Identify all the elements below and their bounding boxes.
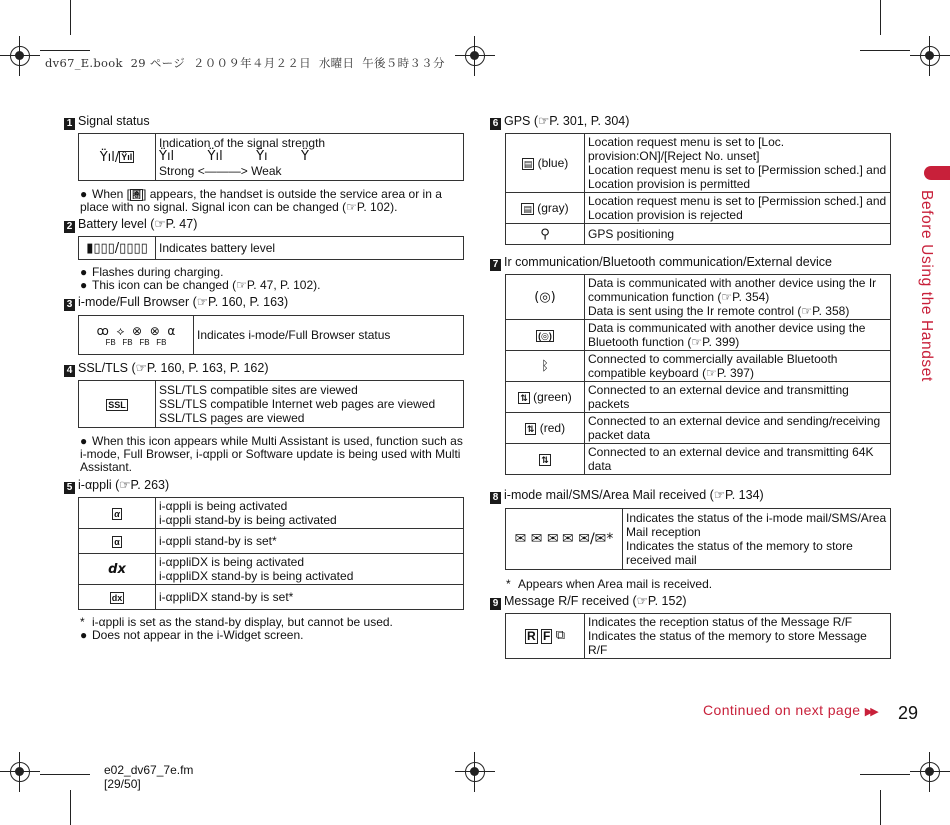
battery-table	[78, 236, 464, 260]
weak-label: Weak	[251, 164, 282, 178]
signal-table	[78, 133, 464, 181]
trim-line	[40, 774, 90, 775]
file-info	[104, 763, 193, 791]
appli-row-3: i-αppliDX is being activated i-αppliDX stand-by is being activated	[156, 554, 464, 585]
chapter-label: Before Using the Handset	[918, 190, 935, 382]
message-rf-desc: Indicates the reception status of the Message R/F Indicates the status of the memory to store Message R/F	[585, 614, 891, 659]
section-title-signal: 1 Signal status	[64, 114, 150, 130]
appli-row-2: i-αppli stand-by is set*	[156, 529, 464, 554]
crop-mark-bottom-center	[461, 758, 489, 786]
battery-note-2: ● This icon can be changed (☞P. 47, P. 102).	[80, 278, 321, 292]
section-title-battery: 2 Battery level (☞P. 47)	[64, 217, 197, 233]
crop-mark-top-right	[916, 42, 944, 70]
battery-note-1: ● Flashes during charging.	[80, 265, 224, 279]
ssl-desc: SSL/TLS compatible sites are viewed SSL/TLS compatible Internet web pages are viewed SSL/TLS pages are viewed	[156, 381, 464, 428]
ir-row-4: Connected to an external device and transmitting packets	[585, 382, 891, 413]
ssl-table	[78, 380, 464, 428]
book-header: dv67_E.book 29 ページ ２００９年４月２２日 水曜日 午後５時３３分	[45, 56, 445, 70]
message-rf-table	[505, 613, 891, 659]
signal-bars-icon: Ÿıl/ Ÿıl	[79, 134, 156, 181]
double-arrow-icon: ▶▶	[864, 706, 876, 718]
crop-mark-bottom-left	[6, 758, 34, 786]
bt-keyboard-icon: ᛒ	[506, 351, 585, 382]
trim-line	[860, 774, 910, 775]
ir-row-6: Connected to an external device and transmitting 64K data	[585, 444, 891, 475]
ext-device-red-icon: ⇅ (red)	[506, 413, 585, 444]
appli-row-1: i-αppli is being activated i-αppli stand-by is being activated	[156, 498, 464, 529]
message-rf-icon: R F ⧉	[506, 614, 585, 659]
ir-row-2: Data is communicated with another device using the Bluetooth function (☞P. 399)	[585, 320, 891, 351]
ssl-note: ● When this icon appears while Multi Assistant is used, function such as i-mode, Full Browser, i-αppli or Software update is being used with Multi Assistant.	[80, 434, 463, 474]
gps-row-2: Location request menu is set to [Permission sched.] and Location provision is rejected	[585, 193, 891, 224]
continued-label: Continued on next page ▶▶	[703, 702, 876, 718]
gps-row-1: Location request menu is set to [Loc. provision:ON]/[Reject No. unset] Location request menu is set to [Permission sched.] and Location provision is permitted	[585, 134, 891, 193]
trim-line	[70, 790, 71, 825]
appli-table	[78, 497, 464, 610]
strong-label: Strong	[159, 164, 195, 178]
imode-table	[78, 315, 464, 355]
ext-device-green-icon: ⇅ (green)	[506, 382, 585, 413]
mail-desc: Indicates the status of the i-mode mail/SMS/Area Mail reception Indicates the status of the memory to store received mail	[623, 509, 891, 570]
signal-desc: Indication of the signal strength Ÿıl Ÿıl Ÿı Ÿ Strong <———> Weak	[156, 134, 464, 181]
gps-gray-icon: ▤ (gray)	[506, 193, 585, 224]
mail-icons: ✉ ✉ ✉ ✉ ✉/✉*	[506, 509, 623, 570]
crop-mark-bottom-right	[916, 758, 944, 786]
imode-desc: Indicates i-mode/Full Browser status	[194, 316, 464, 355]
gps-table	[505, 133, 891, 245]
appli-activating-icon: α	[79, 498, 156, 529]
section-title-message-rf: 9 Message R/F received (☞P. 152)	[490, 594, 687, 610]
ir-row-5: Connected to an external device and sending/receiving packet data	[585, 413, 891, 444]
battery-icon: ▮▯▯▯/▯▯▯▯	[79, 237, 156, 260]
crop-mark-top-center	[461, 42, 489, 70]
section-title-mail: 8 i-mode mail/SMS/Area Mail received (☞P. 134)	[490, 488, 764, 504]
appli-note: ● Does not appear in the i-Widget screen.	[80, 628, 304, 642]
appli-row-4: i-αppliDX stand-by is set*	[156, 585, 464, 610]
ext-device-64k-icon: ⇅	[506, 444, 585, 475]
gps-blue-icon: ▤ (blue)	[506, 134, 585, 193]
appli-standby-icon: α	[79, 529, 156, 554]
section-title-gps: 6 GPS (☞P. 301, P. 304)	[490, 114, 629, 130]
section-title-appli: 5 i-αppli (☞P. 263)	[64, 478, 169, 494]
section-title-ir-bt: 7 Ir communication/Bluetooth communication/External device	[490, 255, 832, 271]
bluetooth-icon: (◎)	[506, 320, 585, 351]
ir-bt-table	[505, 274, 891, 475]
applidx-standby-icon: dx	[79, 585, 156, 610]
file-name: e02_dv67_7e.fm	[104, 763, 194, 777]
mail-table	[505, 508, 891, 570]
page-number: 29	[898, 703, 919, 723]
battery-desc: Indicates battery level	[156, 237, 464, 260]
file-pages: [29/50]	[104, 777, 141, 791]
appli-footnote: * i-αppli is set as the stand-by display, but cannot be used.	[80, 615, 393, 629]
gps-positioning-icon: ⚲	[506, 224, 585, 245]
ir-row-3: Connected to commercially available Bluetooth compatible keyboard (☞P. 397)	[585, 351, 891, 382]
out-of-service-icon: 圏	[132, 189, 142, 200]
trim-line	[880, 0, 881, 35]
signal-note: ● When [ 圏 ] appears, the handset is outside the service area or in a place with no signal. Signal icon can be changed (☞P. 102).	[80, 187, 442, 214]
mail-footnote: * Appears when Area mail is received.	[506, 577, 713, 591]
section-title-imode: 3 i-mode/Full Browser (☞P. 160, P. 163)	[64, 295, 288, 311]
trim-line	[40, 50, 90, 51]
crop-mark-top-left	[6, 42, 34, 70]
ssl-icon: SSL	[79, 381, 156, 428]
imode-browser-icons: ꝏ ⟡ ⊗ ⊗ α FB FB FB FB	[79, 316, 194, 355]
gps-row-3: GPS positioning	[585, 224, 891, 245]
trim-line	[70, 0, 71, 35]
section-title-ssl: 4 SSL/TLS (☞P. 160, P. 163, P. 162)	[64, 361, 269, 377]
trim-line	[860, 50, 910, 51]
ir-row-1: Data is communicated with another device using the Ir communication function (☞P. 354) Data is sent using the Ir remote control (☞P. 358)	[585, 275, 891, 320]
applidx-activating-icon: dx	[79, 554, 156, 585]
ir-icon: (◎)	[506, 275, 585, 320]
trim-line	[880, 790, 881, 825]
chapter-tab	[924, 166, 950, 180]
